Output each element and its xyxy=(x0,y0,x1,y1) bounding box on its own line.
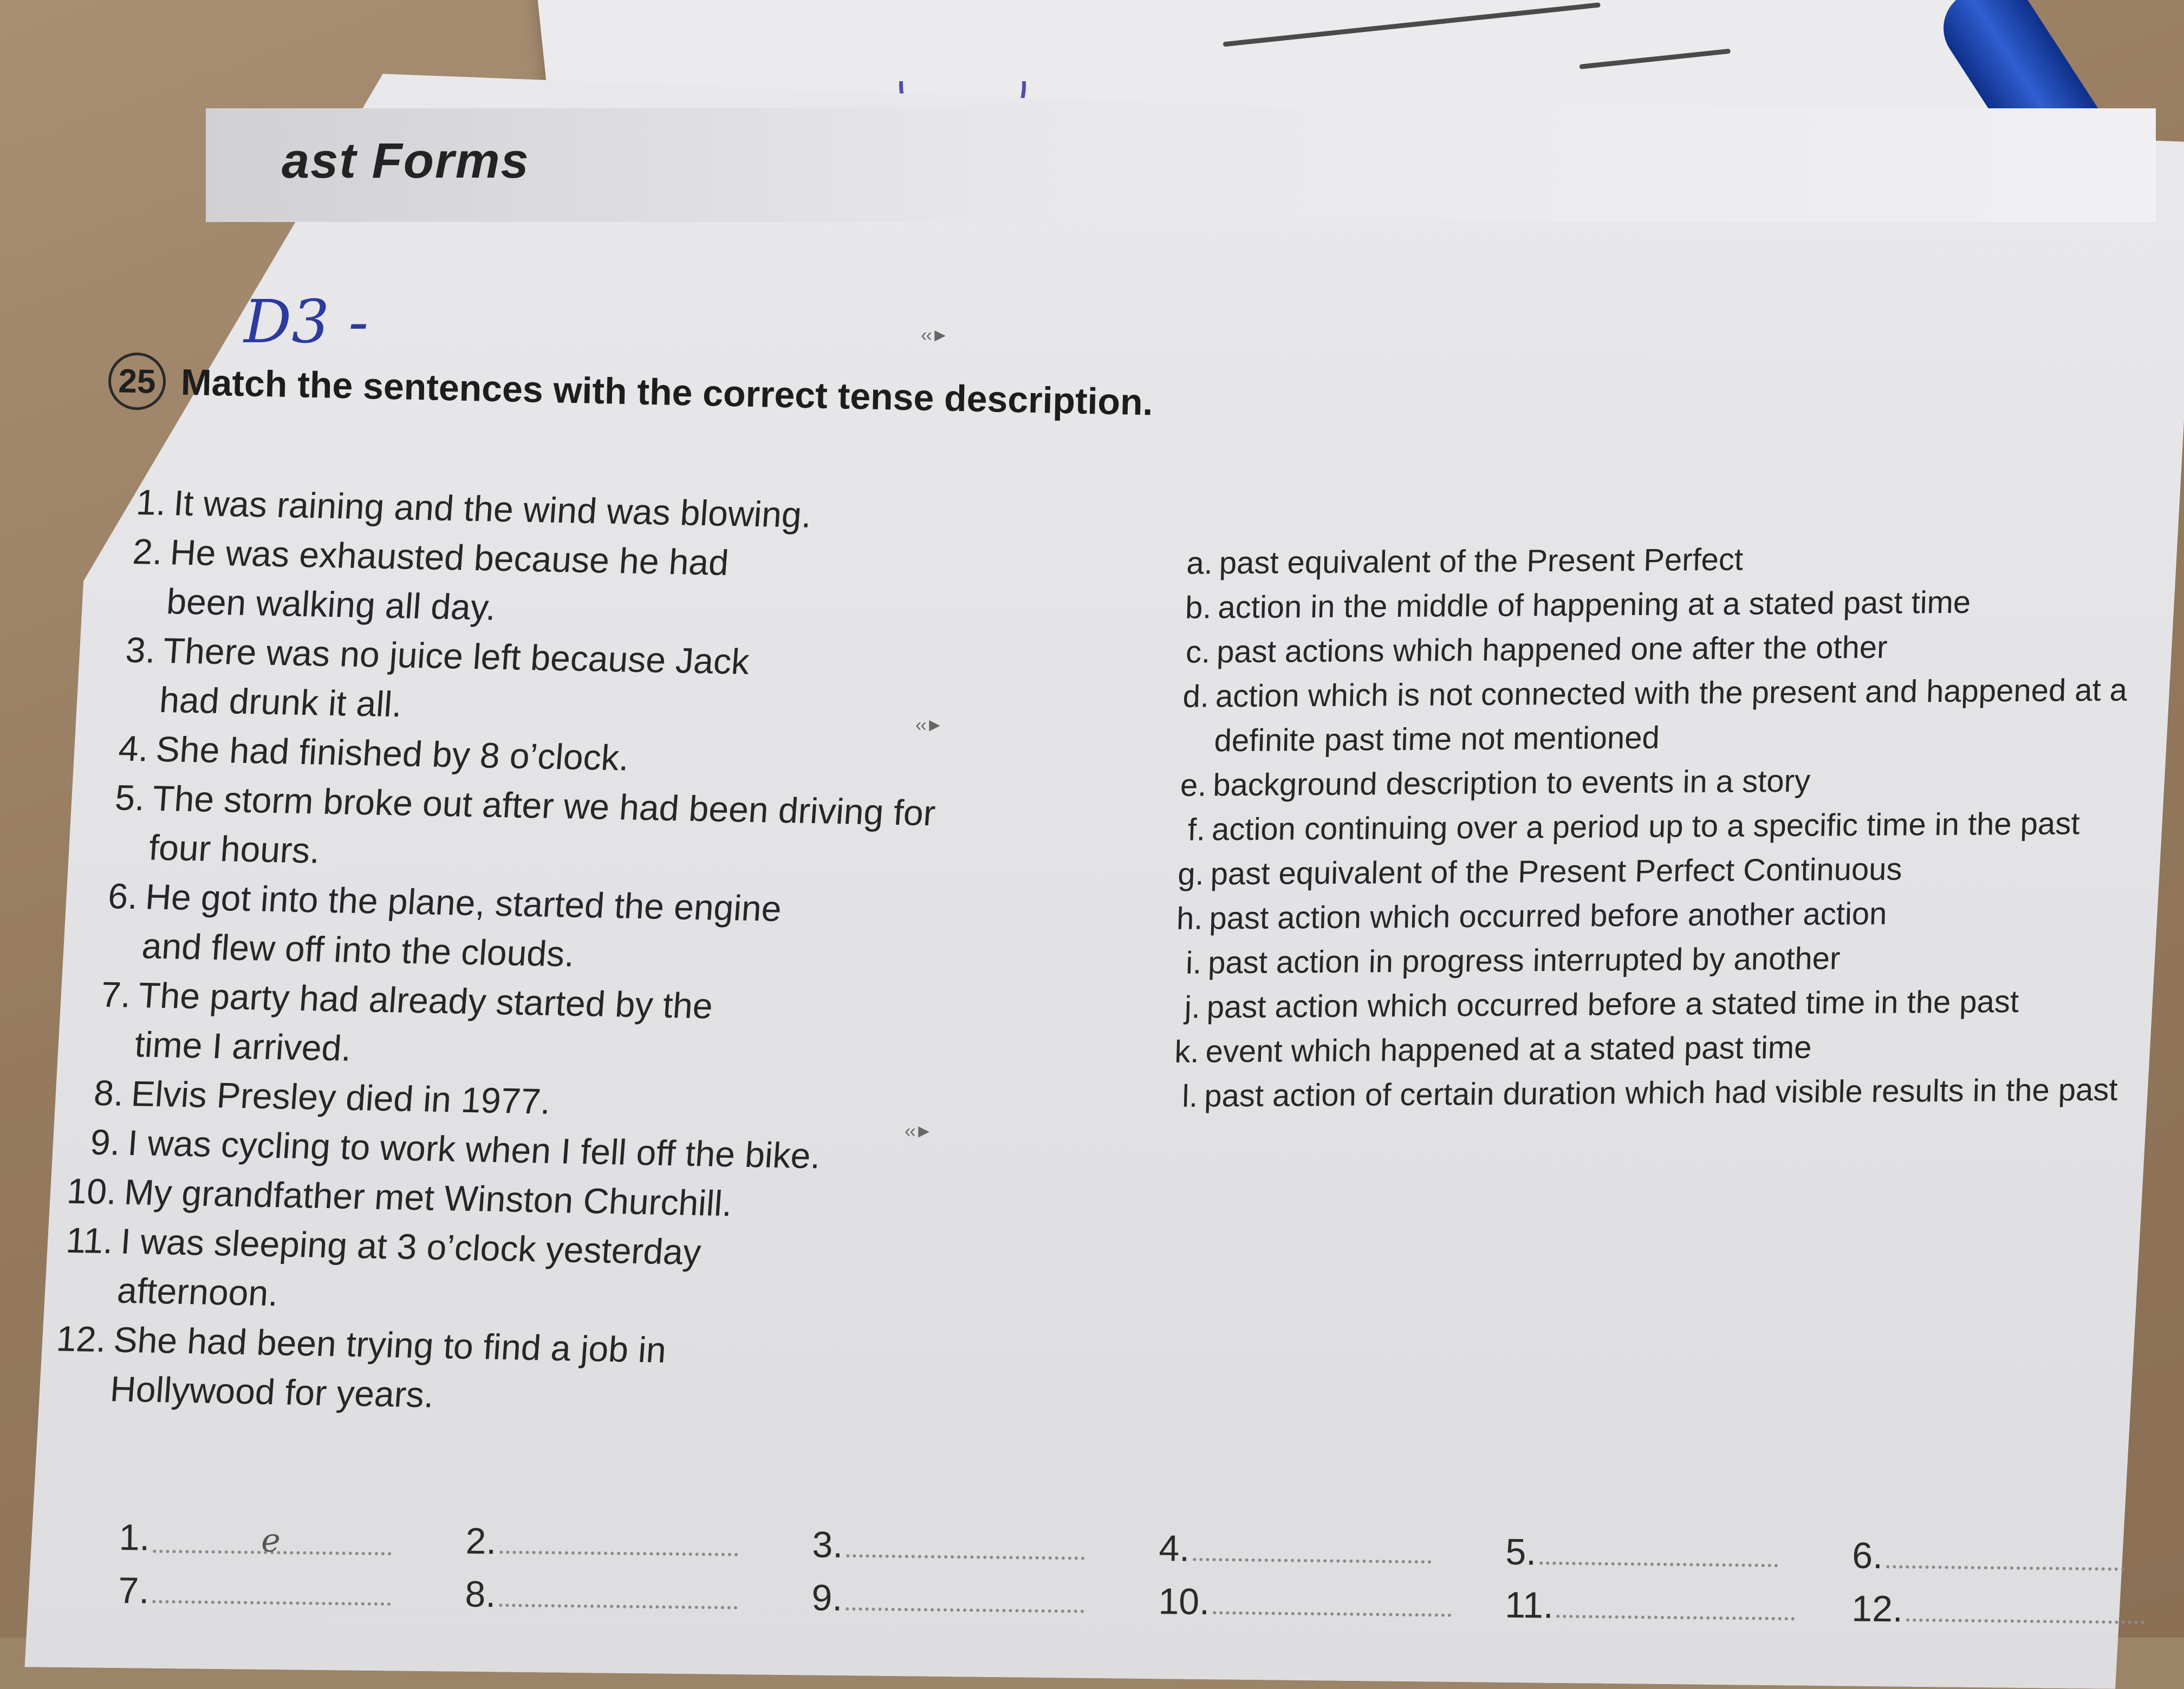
description-text: past equivalent of the Present Perfect xyxy=(1218,542,1744,581)
answer-blank[interactable] xyxy=(499,1521,738,1556)
description-letter: a. xyxy=(1186,545,1213,581)
sentence-number: 5. xyxy=(113,777,147,818)
description-text: past actions which happened one after the other xyxy=(1216,629,1888,670)
answer-number: 4. xyxy=(1159,1528,1190,1569)
description-item xyxy=(1161,625,1893,675)
description-text: action continuing over a period up to a specific time in the past xyxy=(1211,806,2081,847)
answer-number: 6. xyxy=(1852,1535,1883,1577)
sentence-number: 1. xyxy=(135,482,168,523)
sentence-number: 6. xyxy=(106,876,140,917)
description-text: past equivalent of the Present Perfect Continuous xyxy=(1210,851,1903,892)
sentence-text: There was no juice left because Jack had drunk it all. xyxy=(158,630,751,725)
section-title: ast Forms xyxy=(282,133,530,188)
print-mark: ‹‹► xyxy=(905,1121,932,1142)
description-letter: f. xyxy=(1187,812,1206,847)
description-letter: j. xyxy=(1184,989,1201,1025)
answer-blank[interactable] xyxy=(1193,1529,1432,1564)
answer-blank[interactable]: e xyxy=(153,1521,392,1556)
answer-blank[interactable] xyxy=(1213,1582,1452,1617)
description-text: action which is not connected with the present and happened at a definite past time not mentioned xyxy=(1213,672,2128,759)
sentence-text: The storm broke out after we had been driving for four hours. xyxy=(147,778,937,871)
answer-number: 12. xyxy=(1851,1588,1903,1630)
sentence-text: My grandfather met Winston Churchill. xyxy=(122,1171,734,1224)
sentence-number: 12. xyxy=(55,1318,108,1360)
sentence-item xyxy=(46,870,784,983)
description-letter: b. xyxy=(1185,590,1212,625)
answer-slot xyxy=(812,1523,1159,1569)
description-letter: e. xyxy=(1180,767,1207,803)
description-letter: i. xyxy=(1185,945,1202,981)
description-item xyxy=(1148,1068,2135,1119)
sentence-item xyxy=(53,772,948,887)
answer-blank[interactable] xyxy=(1886,1536,2125,1571)
description-text: past action in progress interrupted by another xyxy=(1207,941,1841,981)
answer-number: 3. xyxy=(812,1524,843,1566)
description-text: past action of certain duration which had visible results in the past xyxy=(1204,1072,2118,1114)
sentence-number: 2. xyxy=(131,531,164,572)
answer-slot xyxy=(1159,1527,1506,1573)
print-mark: ‹‹► xyxy=(915,715,943,735)
description-letter: d. xyxy=(1182,679,1210,714)
answer-blank[interactable] xyxy=(499,1574,738,1609)
description-item xyxy=(1164,534,2150,586)
answer-slot xyxy=(811,1576,1159,1622)
answer-slot xyxy=(1505,1531,1852,1577)
background-paper-line xyxy=(1580,49,1731,69)
answer-number: 11. xyxy=(1505,1584,1554,1626)
description-letter: h. xyxy=(1176,901,1204,936)
description-text: action in the middle of happening at a stated past time xyxy=(1217,584,1972,625)
description-letter: g. xyxy=(1177,856,1205,892)
description-letter: l. xyxy=(1181,1078,1199,1114)
answer-slot xyxy=(465,1573,812,1619)
answer-slot xyxy=(1852,1535,2184,1581)
sentence-item xyxy=(14,1313,790,1426)
description-item xyxy=(1150,1023,2137,1074)
answer-blank[interactable] xyxy=(1557,1586,1796,1621)
description-text: past action which occurred before another action xyxy=(1208,896,1888,936)
exercise-instruction: Match the sentences with the correct tense description. xyxy=(180,361,1154,423)
description-text: event which happened at a stated past time xyxy=(1205,1029,1812,1070)
answer-blank[interactable] xyxy=(846,1578,1084,1613)
sentence-number: 3. xyxy=(124,629,157,670)
sentence-text: He got into the plane, started the engine and flew off into the clouds. xyxy=(140,876,783,974)
answer-slot xyxy=(465,1520,812,1566)
sentence-text: The party had already started by the time I arrived. xyxy=(133,975,714,1068)
answer-blank[interactable] xyxy=(846,1525,1085,1560)
sentences-list xyxy=(14,477,1137,1432)
sentence-item xyxy=(39,969,777,1081)
sentence-text: He was exhausted because he had been walking all day. xyxy=(165,532,730,628)
print-mark: ‹‹► xyxy=(921,325,948,345)
exercise-number: 25 xyxy=(108,352,166,410)
description-text: past action which occurred before a stated time in the past xyxy=(1206,984,2019,1025)
sentence-item xyxy=(21,1215,797,1328)
description-item xyxy=(1153,890,2140,941)
answer-blank[interactable] xyxy=(1539,1532,1778,1567)
answer-slot xyxy=(1505,1584,1852,1630)
sentence-number: 10. xyxy=(66,1170,119,1212)
sentence-text: It was raining and the wind was blowing. xyxy=(172,482,813,535)
description-item xyxy=(1162,579,2149,630)
answer-blank[interactable] xyxy=(152,1571,391,1606)
sentence-text: I was sleeping at 3 o’clock yesterday afternoon. xyxy=(115,1221,703,1314)
description-letter: c. xyxy=(1185,634,1211,670)
sentence-number: 9. xyxy=(89,1121,122,1163)
sentence-text: Elvis Presley died in 1977. xyxy=(129,1073,552,1121)
sentence-text: She had finished by 8 o’clock. xyxy=(154,728,630,778)
description-text: background description to events in a story xyxy=(1212,763,1811,803)
background-paper-line xyxy=(1223,2,1601,47)
answer-slot xyxy=(1851,1588,2184,1634)
description-item xyxy=(1159,668,2147,764)
answer-number: 9. xyxy=(811,1577,843,1619)
sentence-text: I was cycling to work when I fell off the bike. xyxy=(126,1122,822,1176)
handwritten-note: D3 - xyxy=(244,287,369,356)
answer-number: 5. xyxy=(1505,1531,1537,1573)
answer-slot xyxy=(119,1516,466,1562)
answer-blank[interactable] xyxy=(1906,1589,2145,1625)
answer-number: 10. xyxy=(1158,1581,1210,1623)
sentence-number: 7. xyxy=(99,974,133,1015)
description-item xyxy=(1151,979,2138,1030)
answer-number: 2. xyxy=(465,1520,497,1562)
answer-slot xyxy=(1158,1580,1505,1626)
description-item xyxy=(1157,757,2144,808)
sentence-item xyxy=(70,526,755,637)
sentence-number: 8. xyxy=(92,1072,126,1113)
answer-number: 7. xyxy=(118,1569,150,1612)
answer-number: 1. xyxy=(119,1517,150,1558)
descriptions-list xyxy=(1148,534,2150,1119)
sentence-item xyxy=(63,624,802,737)
sentence-text: She had been trying to find a job in Hollywood for years. xyxy=(108,1319,668,1415)
description-item xyxy=(1155,847,1914,897)
description-item xyxy=(1152,934,2139,986)
sentence-number: 11. xyxy=(64,1220,115,1261)
answer-slot xyxy=(118,1569,465,1615)
sentence-number: 4. xyxy=(117,728,150,769)
answer-number: 8. xyxy=(465,1573,496,1615)
description-item xyxy=(1156,801,2143,852)
description-letter: k. xyxy=(1174,1034,1200,1070)
